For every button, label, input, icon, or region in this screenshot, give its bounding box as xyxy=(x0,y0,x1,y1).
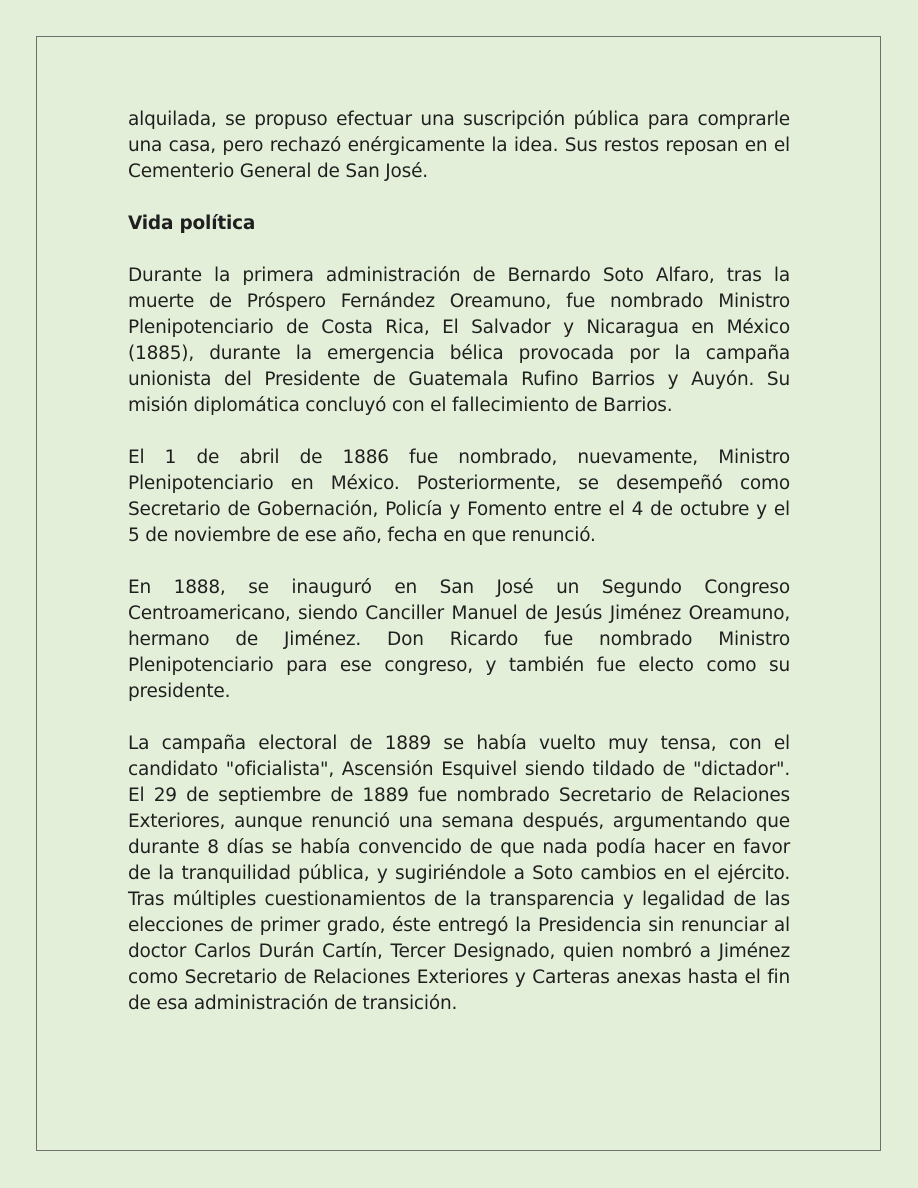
paragraph-1888: En 1888, se inauguró en San José un Segundo Congreso Centroamericano, siendo Canciller Manuel de Jesús Jiménez Oreamuno, hermano de Jiménez. Don Ricardo fue nombrado Ministro Plenipotenciario para ese congreso, y también fue electo como su presidente. xyxy=(128,577,790,702)
paragraph-intro: alquilada, se propuso efectuar una suscripción pública para comprarle una casa, pero rechazó enérgicamente la idea. Sus restos reposan en el Cementerio General de San José. xyxy=(128,109,790,182)
paragraph-1889: La campaña electoral de 1889 se había vuelto muy tensa, con el candidato "oficialista", Ascensión Esquivel siendo tildado de "dictador". El 29 de septiembre de 1889 fue nombrado Secretario de Relaciones Exteriores, aunque renunció una semana después, argumentando que durante 8 días se había convencido de que nada podía hacer en favor de la tranquilidad pública, y sugiriéndole a Soto cambios en el ejército. Tras múltiples cuestionamientos de la transparencia y legalidad de las elecciones de primer grado, éste entregó la Presidencia sin renunciar al doctor Carlos Durán Cartín, Tercer Designado, quien nombró a Jiménez como Secretario de Relaciones Exteriores y Carteras anexas hasta el fin de esa administración de transición. xyxy=(128,733,790,1014)
document-body xyxy=(128,107,790,1043)
paragraph-1886: El 1 de abril de 1886 fue nombrado, nuevamente, Ministro Plenipotenciario en México. Posteriormente, se desempeñó como Secretario de Gobernación, Policía y Fomento entre el 4 de octubre y el 5 de noviembre de ese año, fecha en que renunció. xyxy=(128,447,790,546)
section-heading: Vida política xyxy=(128,213,256,234)
paragraph-1885: Durante la primera administración de Bernardo Soto Alfaro, tras la muerte de Próspero Fernández Oreamuno, fue nombrado Ministro Plenipotenciario de Costa Rica, El Salvador y Nicaragua en México (1885), durante la emergencia bélica provocada por la campaña unionista del Presidente de Guatemala Rufino Barrios y Auyón. Su misión diplomática concluyó con el fallecimiento de Barrios. xyxy=(128,265,790,416)
